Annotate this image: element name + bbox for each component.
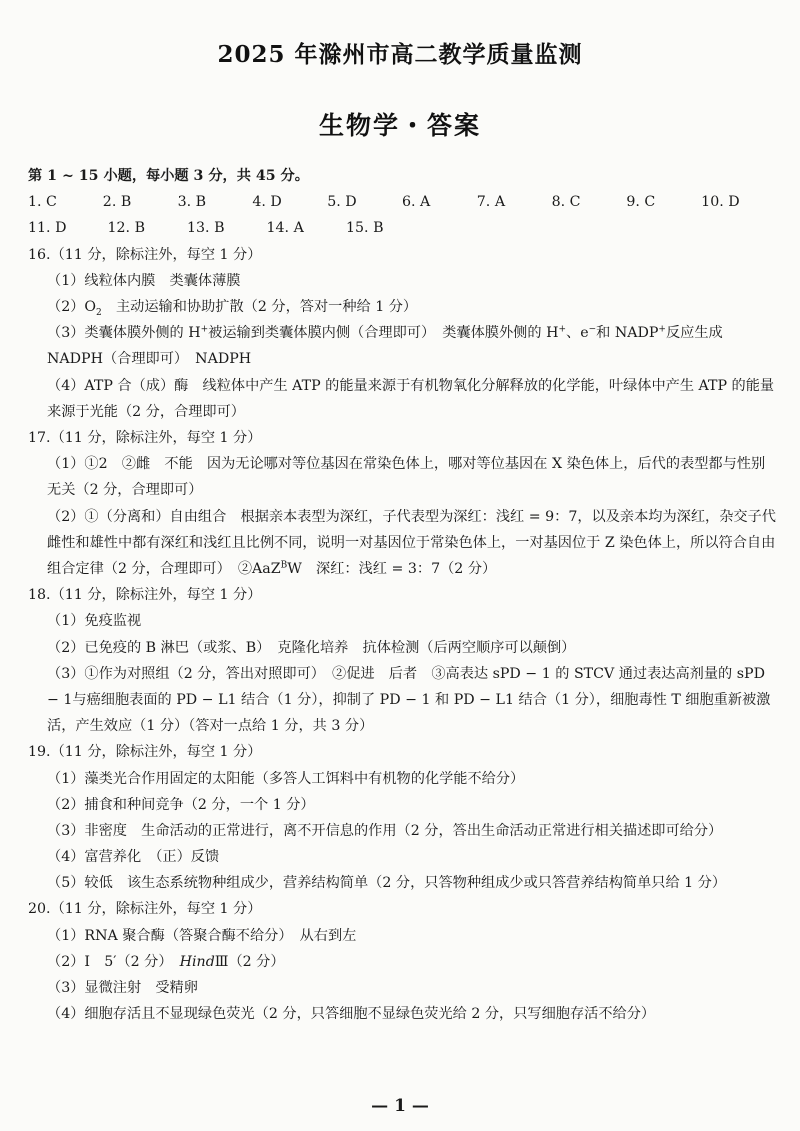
mc-answer: 8. C [551,194,581,211]
q16-a3-p4: 和 NADP [596,325,659,342]
q20-answer-1: （1）RNA 聚合酶（答聚合酶不给分） 从右到左 [47,927,357,944]
q16-answer-3 [28,320,776,372]
q19-answer-1: （1）藻类光合作用固定的太阳能（多答人工饵料中有机物的化学能不给分） [47,770,525,787]
mc-answer: 2. B [102,194,132,211]
answer-content [28,163,776,1027]
q17-header: 17.（11 分，除标注外，每空 1 分） [28,429,262,446]
q16-a2-post: 主动运输和协助扩散（2 分，答对一种给 1 分） [101,298,418,315]
mc-answer: 13. B [187,220,225,237]
mc-answer: 14. A [266,220,304,237]
superscript: B [280,560,288,571]
mc-answers-row-1 [28,189,776,215]
q17-answer-1: （1）①2 ②雌 不能 因为无论哪对等位基因在常染色体上，哪对等位基因在 X 染色体上，后代的表型都与性别无关（2 分，合理即可） [47,456,766,499]
q18-answer-1: （1）免疫监视 [47,613,142,630]
mc-answer: 11. D [28,220,67,237]
q20-answer-2 [28,949,776,975]
superscript: + [558,324,566,335]
exam-title: 2025 年滁州市高二教学质量监测 [217,41,583,68]
exam-subtitle: 生物学・答案 [318,111,481,140]
superscript: + [658,324,666,335]
mc-answers-row-2 [28,215,776,241]
q16-a3-p1: （3）类囊体膜外侧的 H [47,325,201,342]
q19-answer-4: （4）富营养化 （正）反馈 [47,849,220,866]
q16-a2-sub: 2 [96,307,102,318]
q17-answer-2 [28,504,776,583]
q16-a2-pre: （2）O [47,298,97,315]
mc-answer: 3. B [177,194,207,211]
q19-answer-3: （3）非密度 生命活动的正常进行，离不开信息的作用（2 分，答出生命活动正常进行相关描述即可给分） [47,822,723,839]
q20-header: 20.（11 分，除标注外，每空 1 分） [28,901,262,918]
q19-header: 19.（11 分，除标注外，每空 1 分） [28,744,262,761]
q16-a3-p3: 、e [566,325,589,342]
q16-a3-p2: 被运输到类囊体膜内侧（合理即可） 类囊体膜外侧的 H [208,325,559,342]
mc-answer: 12. B [107,220,145,237]
superscript: − [588,324,597,335]
q20-answer-3: （3）显微注射 受精卵 [47,980,198,996]
q18-header: 18.（11 分，除标注外，每空 1 分） [28,587,262,604]
q20-a2-pre: （2）Ⅰ 5′（2 分） [47,953,180,970]
q20-a2-enzyme: Hind [179,953,215,970]
q17-a2-p1: （2）①（分离和）自由组合 根据亲本表型为深红，子代表型为深红：浅红 = 9：7，以及亲本均为深红，杂交子代雌性和雄性中都有深红和浅红且比例不同，说明一对基因位于常染色体上，一对基因位于 Z 染色体上，所以符合自由组合定律（2 分，合理即可） ②AaZ [47,508,776,577]
q17-a2-p2: W 深红：浅红 = 3：7（2 分） [287,560,497,577]
mc-answer: 6. A [401,194,431,211]
q18-answer-3: （3）①作为对照组（2 分，答出对照即可） ②促进 后者 ③高表达 sPD − 1 的 STCV 通过表达高剂量的 sPD − 1与癌细胞表面的 PD − L1 结合（1 分），抑制了 PD − 1 和 PD − L1 结合（1 分），细胞毒性 T 细胞重新被激活，产生效应（1 分）（答对一点给 1 分，共 3 分） [47,665,771,735]
mc-answer: 15. B [346,220,384,237]
page-number: — 1 — [371,1096,429,1116]
q19-answer-2: （2）捕食和种间竞争（2 分，一个 1 分） [47,796,315,813]
q16-answer-4: （4）ATP 合（成）酶 线粒体中产生 ATP 的能量来源于有机物氧化分解释放的化学能，叶绿体中产生 ATP 的能量来源于光能（2 分，合理即可） [47,377,775,420]
q16-answer-1: （1）线粒体内膜 类囊体薄膜 [47,272,241,289]
q16-a3-p5: 反应生成 NADPH（合理即可） NADPH [47,325,723,368]
q16-header: 16.（11 分，除标注外，每空 1 分） [28,246,262,263]
q16-answer-2 [28,294,776,320]
mc-answer: 4. D [252,194,282,211]
mc-answer: 1. C [28,194,57,211]
mc-header: 第 1 ~ 15 小题，每小题 3 分，共 45 分。 [28,168,309,184]
mc-answer: 9. C [626,194,656,211]
mc-answer: 5. D [327,194,357,211]
superscript: + [200,324,209,335]
q19-answer-5: （5）较低 该生态系统物种组成少，营养结构简单（2 分，只答物种组成少或只答营养结构简单只给 1 分） [47,875,727,892]
q20-answer-4: （4）细胞存活且不显现绿色荧光（2 分，只答细胞不显绿色荧光给 2 分，只写细胞存活不给分） [47,1006,656,1023]
q20-a2-post: Ⅲ（2 分） [214,953,285,970]
mc-answer: 7. A [476,194,506,211]
q18-answer-2: （2）已免疫的 B 淋巴（或浆、B） 克隆化培养 抗体检测（后两空顺序可以颠倒） [47,639,576,656]
mc-answer: 10. D [701,194,740,211]
